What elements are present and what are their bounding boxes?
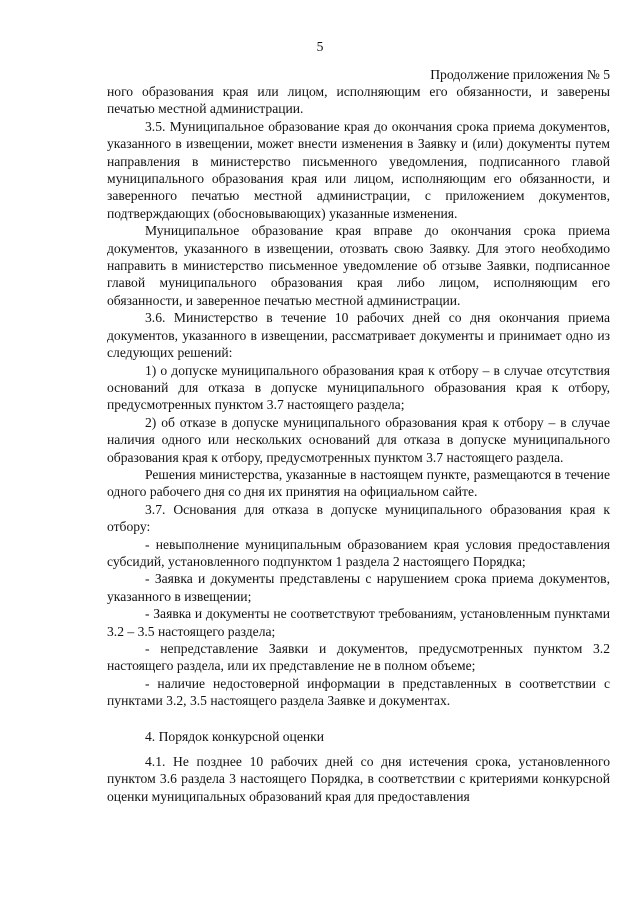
paragraph-decisions: Решения министерства, указанные в настоящем пункте, размещаются в течение одного рабочего дня со дня их принятия на официальном сайте. bbox=[107, 466, 610, 500]
list-item-ground-4: - непредставление Заявки и документов, предусмотренных пунктом 3.2 настоящего раздела, или их представление не в полном объеме; bbox=[107, 641, 610, 674]
paragraph-3-7: 3.7. Основания для отказа в допуске муниципального образования края к отбору: bbox=[107, 501, 610, 535]
paragraph-4-1: 4.1. Не позднее 10 рабочих дней со дня истечения срока, установленного пунктом 3.6 раздела 3 настоящего Порядка, в соответствии с критериями конкурсной оценки муниципальных образований края для предоставления bbox=[107, 754, 610, 804]
paragraph-continuation: ного образования края или лицом, исполняющим его обязанности, и заверены печатью местной администрации. bbox=[107, 84, 610, 117]
list-item-ground-2: - Заявка и документы представлены с нарушением срока приема документов, указанного в извещении; bbox=[107, 571, 610, 604]
section-4-heading: 4. Порядок конкурсной оценки bbox=[145, 728, 325, 744]
appendix-note: Продолжение приложения № 5 bbox=[430, 67, 610, 82]
list-item-ground-1: - невыполнение муниципальным образованием края условия предоставления субсидий, установленного подпунктом 1 раздела 2 настоящего Порядка; bbox=[107, 536, 610, 569]
document-body bbox=[107, 83, 610, 805]
paragraph-3-6: 3.6. Министерство в течение 10 рабочих дней со дня окончания приема документов, указанного в извещении, рассматривает документы и принимает одно из следующих решений: bbox=[107, 310, 610, 361]
page-number: 5 bbox=[316, 39, 324, 54]
paragraph-3-6-option-1: 1) о допуске муниципального образования края к отбору – в случае отсутствия оснований для отказа в допуске муниципального образования края к отбору, предусмотренных пунктом 3.7 настоящего раздела; bbox=[107, 362, 610, 413]
list-item-ground-3: - Заявка и документы не соответствуют требованиям, установленным пунктами 3.2 – 3.5 настоящего раздела; bbox=[107, 606, 610, 639]
paragraph-3-5: 3.5. Муниципальное образование края до окончания срока приема документов, указанного в извещении, может внести изменения в Заявку и (или) документы путем направления в министерство письменного уведомления, подписанного главой муниципального образования края или лицом, исполняющим его обязанности, и заверенного печатью местной администрации, с приложением документов, подтверждающих (обосновывающих) указанные изменения. bbox=[107, 118, 610, 221]
list-item-ground-5: - наличие недостоверной информации в представленных в соответствии с пунктами 3.2, 3.5 настоящего раздела Заявке и документах. bbox=[107, 675, 610, 709]
paragraph-withdrawal: Муниципальное образование края вправе до окончания срока приема документов, указанного в извещении, отозвать свою Заявку. Для этого необходимо направить в министерство письменное уведомление об отзыве Заявки, подписанное главой муниципального образования края либо лицом, исполняющим его обязанности, и заверенное печатью местной администрации. bbox=[107, 223, 610, 308]
paragraph-3-6-option-2: 2) об отказе в допуске муниципального образования края к отбору – в случае наличия одного или нескольких оснований для отказа в допуске муниципального образования края к отбору, предусмотренных пунктом 3.7 настоящего раздела. bbox=[107, 414, 610, 465]
